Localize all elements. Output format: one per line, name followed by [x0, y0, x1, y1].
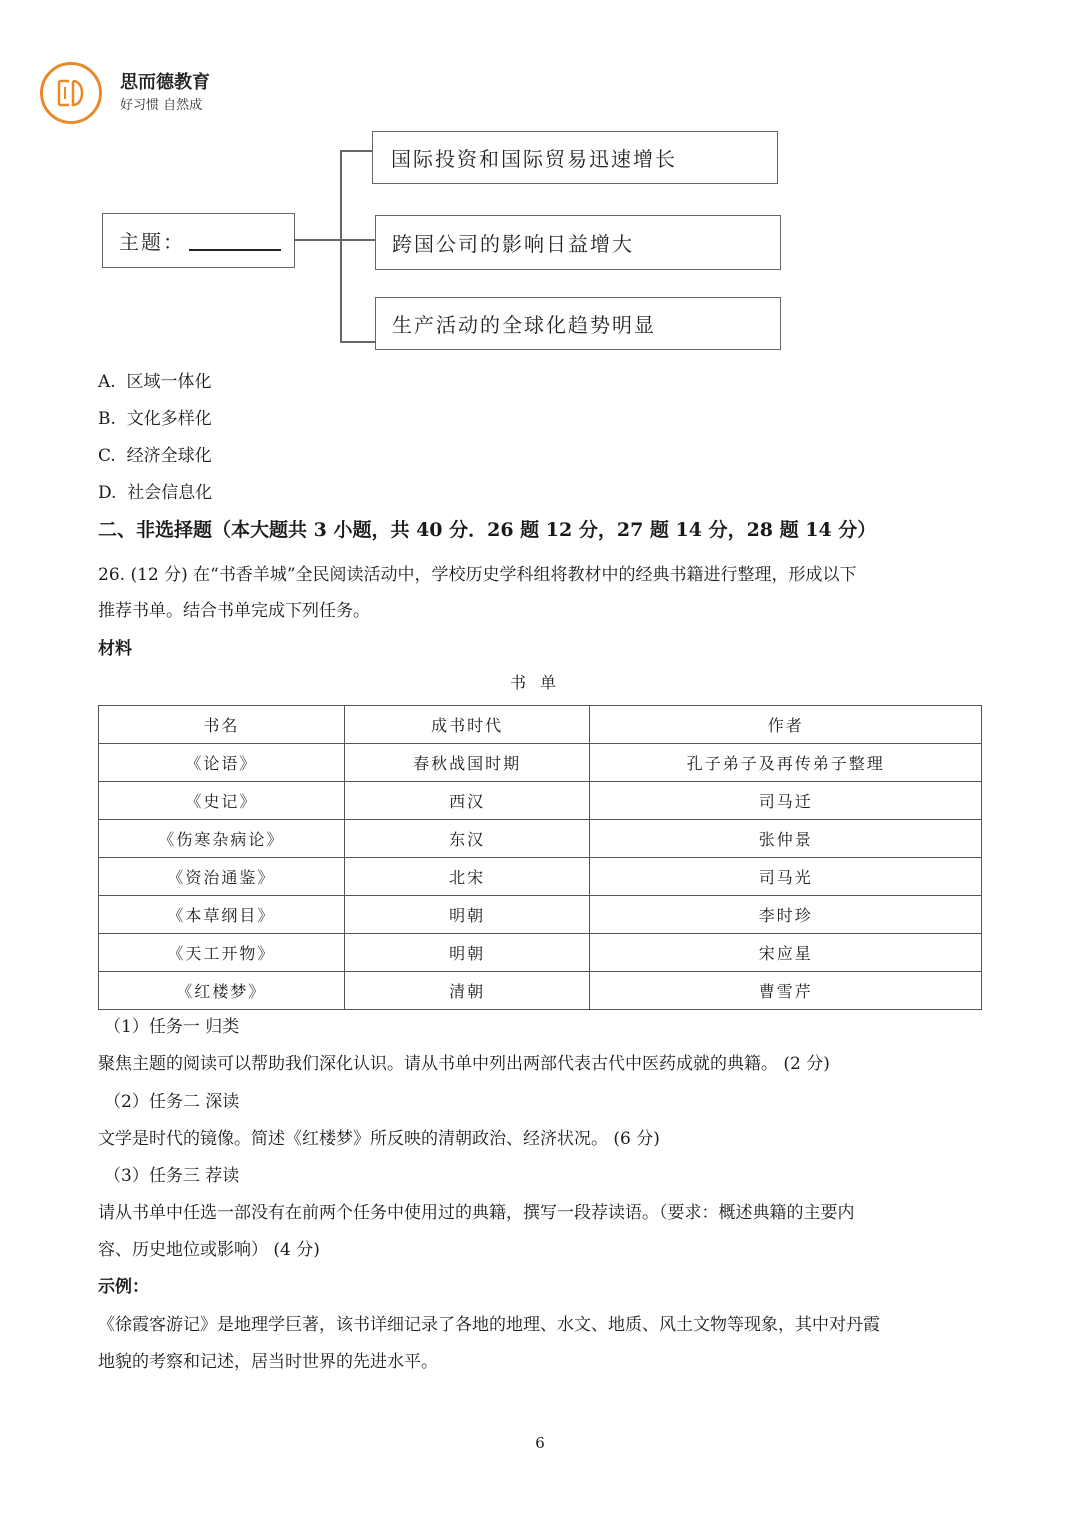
table-cell: 《天工开物》 — [99, 934, 345, 972]
table-cell: 曹雪芹 — [590, 972, 982, 1010]
table-cell: 《史记》 — [99, 782, 345, 820]
task1-title: （1）任务一 归类 — [104, 1017, 240, 1037]
task3-text-line-1: 请从书单中任选一部没有在前两个任务中使用过的典籍，撰写一段荐读语。（要求：概述典籍的主要内 — [98, 1203, 855, 1223]
header-cell: 作者 — [590, 706, 982, 744]
table-cell: 宋应星 — [590, 934, 982, 972]
bracket-tick-1 — [340, 150, 372, 152]
table-header-row — [99, 706, 982, 744]
table-cell: 清朝 — [344, 972, 590, 1010]
diagram-item-box: 生产活动的全球化趋势明显 — [375, 297, 781, 350]
task2-title: （2）任务二 深读 — [104, 1092, 240, 1112]
table-row — [99, 782, 982, 820]
option-text: 文化多样化 — [126, 409, 212, 429]
theme-label: 主题： — [119, 230, 185, 254]
task3-text-line-2: 容、历史地位或影响） (4 分) — [98, 1240, 320, 1260]
table-row — [99, 858, 982, 896]
option-c — [98, 441, 212, 466]
table-row — [99, 744, 982, 782]
task2-text: 文学是时代的镜像。简述《红楼梦》所反映的清朝政治、经济状况。 (6 分) — [98, 1129, 660, 1149]
table-cell: 明朝 — [344, 934, 590, 972]
table-cell: 春秋战国时期 — [344, 744, 590, 782]
table-cell: 《资治通鉴》 — [99, 858, 345, 896]
brand-logo — [40, 62, 230, 132]
header-cell: 书名 — [99, 706, 345, 744]
task1-text: 聚焦主题的阅读可以帮助我们深化认识。请从书单中列出两部代表古代中医药成就的典籍。 (2 分) — [98, 1054, 830, 1074]
table-cell: 张仲景 — [590, 820, 982, 858]
diagram-item-box: 国际投资和国际贸易迅速增长 — [372, 131, 778, 184]
table-cell: 孔子弟子及再传弟子整理 — [590, 744, 982, 782]
option-text: 区域一体化 — [126, 372, 212, 392]
bracket-tick-2 — [340, 239, 375, 241]
table-cell: 北宋 — [344, 858, 590, 896]
connector-line — [295, 239, 340, 241]
bracket-tick-3 — [340, 341, 375, 343]
table-cell: 《论语》 — [99, 744, 345, 782]
section-title: 二、非选择题（本大题共 3 小题，共 40 分．26 题 12 分，27 题 14 分，28 题 14 分） — [98, 519, 877, 541]
theme-blank — [189, 231, 281, 251]
logo-mark-icon — [53, 75, 89, 111]
option-letter: C. — [98, 446, 116, 466]
option-letter: B. — [98, 409, 116, 429]
brand-slogan: 好习惯 自然成 — [120, 98, 203, 113]
option-text: 经济全球化 — [126, 446, 212, 466]
question-stem-line-1: 26. (12 分) 在“书香羊城”全民阅读活动中，学校历史学科组将教材中的经典书籍进行整理，形成以下 — [98, 565, 857, 585]
page-number: 6 — [535, 1434, 545, 1452]
table-cell: 司马光 — [590, 858, 982, 896]
bracket-line — [340, 150, 342, 342]
book-list-table — [98, 705, 982, 1010]
table-cell: 《伤寒杂病论》 — [99, 820, 345, 858]
table-cell: 东汉 — [344, 820, 590, 858]
example-label: 示例： — [98, 1277, 149, 1297]
table-cell: 明朝 — [344, 896, 590, 934]
diagram-item-box: 跨国公司的影响日益增大 — [375, 215, 781, 270]
option-letter: D. — [98, 483, 117, 503]
option-d — [98, 478, 212, 503]
option-text: 社会信息化 — [127, 483, 213, 503]
example-line-1: 《徐霞客游记》是地理学巨著，该书详细记录了各地的地理、水文、地质、风土文物等现象，其中对丹霞 — [98, 1315, 880, 1335]
table-cell: 李时珍 — [590, 896, 982, 934]
table-row — [99, 972, 982, 1010]
brand-name: 思而德教育 — [120, 72, 210, 93]
option-letter: A. — [98, 372, 116, 392]
table-row — [99, 896, 982, 934]
theme-box — [102, 213, 295, 268]
option-a — [98, 367, 212, 392]
logo-emblem-icon — [40, 62, 102, 124]
example-line-2: 地貌的考察和记述，居当时世界的先进水平。 — [98, 1352, 438, 1372]
material-label: 材料 — [98, 639, 132, 659]
question-stem-line-2: 推荐书单。结合书单完成下列任务。 — [98, 601, 370, 621]
table-row — [99, 820, 982, 858]
table-cell: 西汉 — [344, 782, 590, 820]
table-cell: 司马迁 — [590, 782, 982, 820]
header-cell: 成书时代 — [344, 706, 590, 744]
task3-title: （3）任务三 荐读 — [104, 1166, 240, 1186]
option-b — [98, 404, 212, 429]
table-cell: 《本草纲目》 — [99, 896, 345, 934]
table-title: 书单 — [509, 673, 570, 692]
table-cell: 《红楼梦》 — [99, 972, 345, 1010]
table-row — [99, 934, 982, 972]
